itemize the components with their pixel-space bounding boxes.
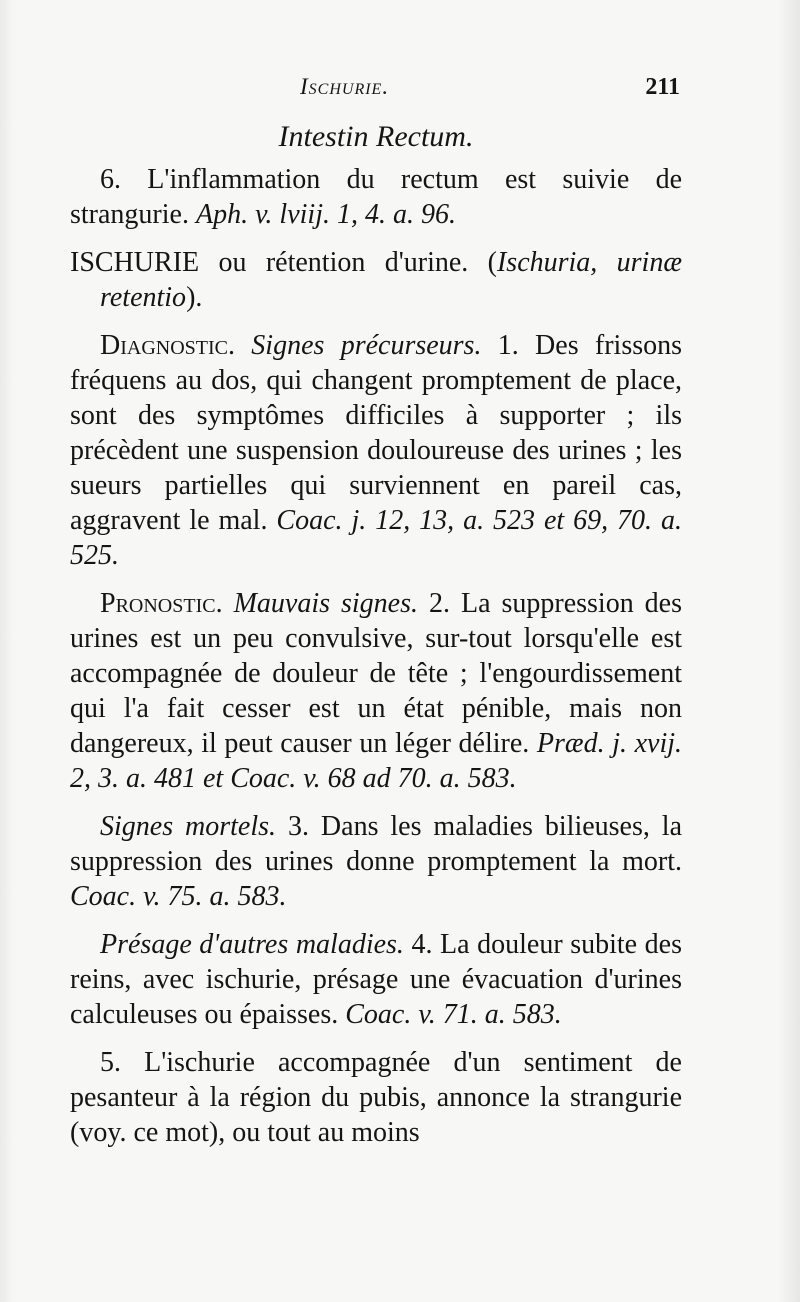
mortels-text: 3. Dans les maladies bilieuses, la suppression des urines donne promptement la mort. <box>70 811 683 877</box>
diagnostic-text: 1. Des frissons fréquens au dos, qui changent promptement de place, sont des symptômes difficiles à supporter ; ils précèdent une suspension douloureuse des urines ; les sueurs partielles qui surviennent en pareil cas, aggravent le mal. <box>70 330 683 536</box>
mortels-ref: Coac. v. 75. a. 583. <box>70 881 287 912</box>
paragraph-5 <box>70 1045 682 1150</box>
running-head: Ischurie. <box>300 74 390 99</box>
paragraph-6-text: 6. L'inflammation du rectum est suivie de strangurie. <box>70 164 682 230</box>
page-edge-right <box>778 0 800 1302</box>
entry-ischurie <box>70 245 682 315</box>
paragraph-6-ref: Aph. v. lviij. 1, 4. a. 96. <box>195 199 456 230</box>
paragraph-6 <box>70 162 682 232</box>
presage-text: 4. La douleur subite des reins, avec ischurie, présage une évacuation d'urines calculeuses ou épaisses. <box>70 929 682 1030</box>
pronostic-text: 2. La suppression des urines est un peu convulsive, sur-tout lorsqu'elle est accompagnée de douleur de tête ; l'engourdissement qui l'a fait cesser est un état pénible, mais non dangereux, il peut causer un léger délire. <box>70 588 683 759</box>
paragraph-diagnostic <box>70 328 682 573</box>
entry-close: ). <box>186 282 203 313</box>
diagnostic-label: Diagnostic. <box>100 330 235 361</box>
section-title: Intestin Rectum. <box>278 120 474 153</box>
entry-latin: Ischuria, urinæ retentio <box>100 247 682 313</box>
paragraph-presage <box>70 927 682 1032</box>
paragraph-mortels <box>70 809 682 914</box>
diagnostic-ref: Coac. j. 12, 13, a. 523 et 69, 70. a. 525. <box>70 505 682 571</box>
paragraph-5-text: 5. L'ischurie accompagnée d'un sentiment de pesanteur à la région du pubis, annonce la strangurie (voy. ce mot), ou tout au moins <box>70 1047 682 1148</box>
page-header <box>70 70 680 110</box>
presage-ref: Coac. v. 71. a. 583. <box>345 999 562 1030</box>
entry-text: ou rétention d'urine. ( <box>218 247 497 278</box>
pronostic-subtitle: Mauvais signes. <box>233 588 418 619</box>
pronostic-label: Pronostic. <box>100 588 223 619</box>
mortels-subtitle: Signes mortels. <box>100 811 277 842</box>
page-edge-left <box>0 0 14 1302</box>
diagnostic-subtitle: Signes précurseurs. <box>251 330 482 361</box>
presage-subtitle: Présage d'autres maladies. <box>100 929 404 960</box>
pronostic-ref: Præd. j. xvij. 2, 3. a. 481 et Coac. v. 68 ad 70. a. 583. <box>70 728 683 794</box>
page-number: 211 <box>645 74 680 100</box>
paragraph-pronostic <box>70 586 682 796</box>
entry-headword: ISCHURIE <box>70 247 200 278</box>
page-body <box>70 118 682 1163</box>
